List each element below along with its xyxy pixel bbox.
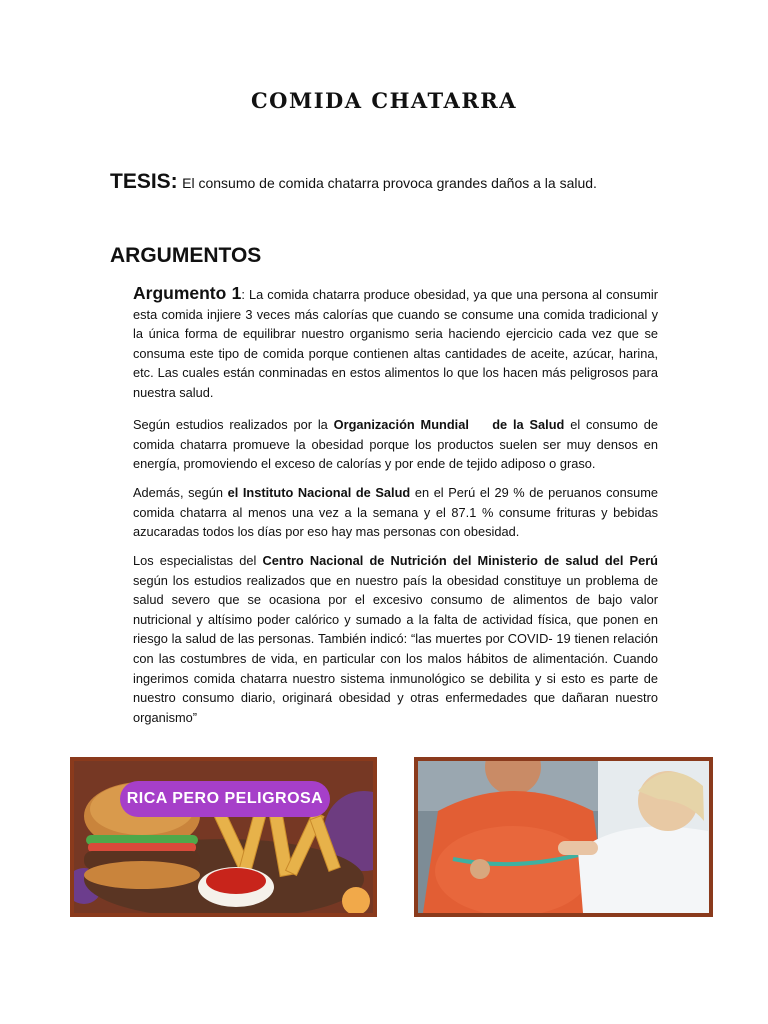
junk-food-image bbox=[70, 757, 377, 917]
argument-1-text: : La comida chatarra produce obesidad, ya que una persona al consumir esta comida injiere 3 veces más calorías que cuando se consume una comida tradicional y la única forma de equilibrar nuestro organismo seria haciendo ejercicio cada vez que se consuma este tipo de comida porque contienen altas cantidades de aceite, azúcar, harina, etc. Las cuales están conminadas en estos alimentos lo que los hacen más peligrosos para nuestra salud. bbox=[133, 287, 658, 400]
argument-1-label: Argumento 1 bbox=[133, 283, 242, 303]
ins-organization: el Instituto Nacional de Salud bbox=[227, 485, 411, 500]
thesis-text: El consumo de comida chatarra provoca grandes daños a la salud. bbox=[182, 175, 597, 191]
who-organization: Organización Mundial de la Salud bbox=[333, 417, 565, 432]
thesis-label: TESIS: bbox=[110, 170, 178, 193]
who-text-after: el consumo de comida chatarra promueve la obesidad porque los productos suelen ser muy densos en energía, promoviendo el exceso de calorías y por ende de tejido adiposo o graso. bbox=[133, 417, 658, 472]
waist-measurement-illustration bbox=[418, 761, 709, 913]
obesity-measurement-image bbox=[414, 757, 713, 917]
ins-paragraph bbox=[133, 483, 658, 542]
ins-text-after: en el Perú el 29 % de peruanos consume comida chatarra al menos una vez a la semana y el 87.1 % consume frituras y bebidas azucaradas todos los días por eso hay mas personas con obesidad. bbox=[133, 485, 658, 540]
ins-text-before: Además, según bbox=[133, 485, 228, 500]
argument-1-paragraph bbox=[133, 284, 658, 403]
who-text-before: Según estudios realizados por la bbox=[133, 417, 334, 432]
who-paragraph bbox=[133, 415, 658, 474]
document-title: COMIDA CHATARRA bbox=[250, 88, 518, 113]
food-banner: RICA PERO PELIGROSA bbox=[120, 781, 330, 817]
thesis bbox=[110, 170, 710, 194]
cenan-paragraph bbox=[133, 551, 658, 727]
cenan-text-before: Los especialistas del bbox=[133, 553, 263, 568]
cenan-text-after: según los estudios realizados que en nuestro país la obesidad constituye un problema de salud severo que se ocasiona por el excesivo consumo de alimentos de bajo valor nutricional y altísimo poder calórico y sumado a la falta de actividad física, que ponen en riesgo la salud de las personas. También indicó: “las muertes por COVID- 19 tienen relación con las costumbres de vida, en particular con los malos hábitos de alimentación. Cuando ingerimos comida chatarra nuestro sistema inmunológico se debilita y si esto es parte de nuestro consumo diario, originará obesidad y otras enfermedades que dañaran nuestro organismo” bbox=[133, 572, 658, 725]
arguments-heading: ARGUMENTOS bbox=[110, 244, 262, 267]
cenan-organization: Centro Nacional de Nutrición del Ministerio de salud del Perú bbox=[262, 553, 659, 568]
